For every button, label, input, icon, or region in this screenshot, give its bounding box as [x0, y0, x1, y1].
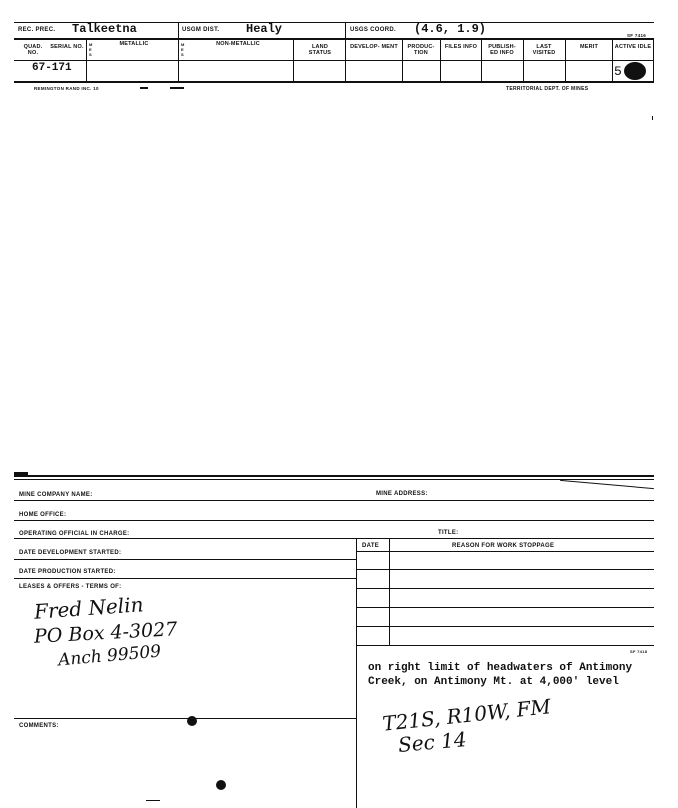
active-blot [624, 62, 646, 80]
rule-comments [14, 718, 356, 719]
rec-prec-value: Talkeetna [72, 22, 137, 36]
handwritten-po-box: PO Box 4-3027 [33, 618, 178, 648]
usgm-dist-value: Healy [246, 22, 283, 36]
location-note-line2: Creek, on Antimony Mt. at 4,000' level [368, 676, 619, 688]
rule-prod [14, 578, 356, 579]
date-col-header: DATE [362, 543, 380, 549]
reason-col-header: REASON FOR WORK STOPPAGE [452, 543, 555, 549]
location-note-line1: on right limit of headwaters of Antimony [368, 662, 633, 674]
col-production: PRODUC- TION [407, 44, 435, 56]
bottom-mark [146, 800, 160, 801]
handwritten-township: T21S, R10W, FM [381, 694, 552, 736]
date-dev-started-label: DATE DEVELOPMENT STARTED: [19, 550, 122, 556]
margin-tick [652, 116, 653, 120]
edge-stroke [560, 480, 654, 489]
handwritten-owner-name: Fred Nelin [33, 592, 145, 624]
col-rule-c [293, 38, 294, 81]
comments-label: COMMENTS: [19, 723, 59, 729]
usgm-dist-label: USGM DIST. [182, 27, 220, 33]
col-rule-b [178, 38, 179, 81]
hole-punch-1 [187, 716, 197, 726]
col-serial: SERIAL NO. [50, 44, 84, 50]
handwritten-section: Sec 14 [397, 727, 468, 757]
col-rule-h [523, 38, 524, 81]
col-active-idle: ACTIVE IDLE [614, 44, 652, 50]
title-label: TITLE: [438, 530, 459, 536]
card-top-rule-2 [14, 479, 654, 480]
col-land-status: LAND STATUS [308, 44, 332, 56]
col-development: DEVELOP- MENT [350, 44, 398, 50]
date-prod-started-label: DATE PRODUCTION STARTED: [19, 569, 116, 575]
table-row-1 [356, 569, 654, 570]
table-date-rule [389, 538, 390, 646]
col-merit: MERIT [579, 44, 599, 50]
mine-address-label: MINE ADDRESS: [376, 491, 428, 497]
col-published-info: PUBLISH- ED INFO [488, 44, 516, 56]
col-rule-i [565, 38, 566, 81]
usgs-coord-value: (4.6, 1.9) [414, 22, 487, 36]
active-mark: 5 [614, 64, 622, 79]
col-rule-k [653, 38, 654, 81]
home-office-label: HOME OFFICE: [19, 512, 67, 518]
col-rule-j [612, 38, 613, 81]
row-bottom-rule [14, 81, 654, 83]
table-header-rule [356, 551, 654, 552]
col-rule-d [345, 38, 346, 81]
metallic-side-letters: M E S [89, 42, 93, 57]
col-rule-a [86, 38, 87, 81]
col-last-visited: LAST VISITED [532, 44, 556, 56]
rule-dev [14, 559, 356, 560]
rec-prec-label: REC. PREC. [18, 27, 56, 33]
table-row-3 [356, 607, 654, 608]
handwritten-city: Anch 99509 [57, 641, 162, 671]
col-files-info: FILES INFO [444, 44, 478, 50]
col-metallic: METALLIC [119, 41, 149, 47]
operating-official-label: OPERATING OFFICIAL IN CHARGE: [19, 531, 130, 537]
card-top-rule [14, 475, 654, 477]
table-left-rule [356, 538, 357, 808]
colhead-rule [14, 60, 654, 61]
form-number: SF 7416 [627, 33, 647, 38]
usgs-coord-label: USGS COORD. [350, 27, 396, 33]
col-quad: QUAD. NO. [23, 44, 43, 56]
table-row-2 [356, 588, 654, 589]
leases-label: LEASES & OFFERS - TERMS OF: [19, 584, 122, 590]
rule-company [14, 500, 654, 501]
rule-official [14, 538, 654, 539]
table-row-4 [356, 626, 654, 627]
quad-serial-value: 67-171 [32, 62, 72, 74]
hole-punch-2 [216, 780, 226, 790]
col-rule-g [481, 38, 482, 81]
territorial-dept: TERRITORIAL DEPT. OF MINES [506, 86, 589, 92]
col-rule-f [440, 38, 441, 81]
col-non-metallic: NON-METALLIC [216, 41, 260, 47]
mine-company-label: MINE COMPANY NAME: [19, 492, 93, 498]
header-rule [14, 38, 654, 40]
printer-mark-1 [140, 87, 148, 89]
lower-card [0, 460, 678, 807]
header-divider-2 [345, 22, 346, 38]
table-row-5 [356, 645, 654, 646]
printer-mark-2 [170, 87, 184, 89]
header-divider-1 [178, 22, 179, 38]
rule-home [14, 520, 654, 521]
col-rule-e [402, 38, 403, 81]
top-card [0, 0, 678, 100]
printer-credit: REMINGTON RAND INC. 10 [34, 86, 99, 91]
nonmetallic-side-letters: M E S [181, 42, 185, 57]
form-number-2: SF 7418 [630, 649, 648, 654]
